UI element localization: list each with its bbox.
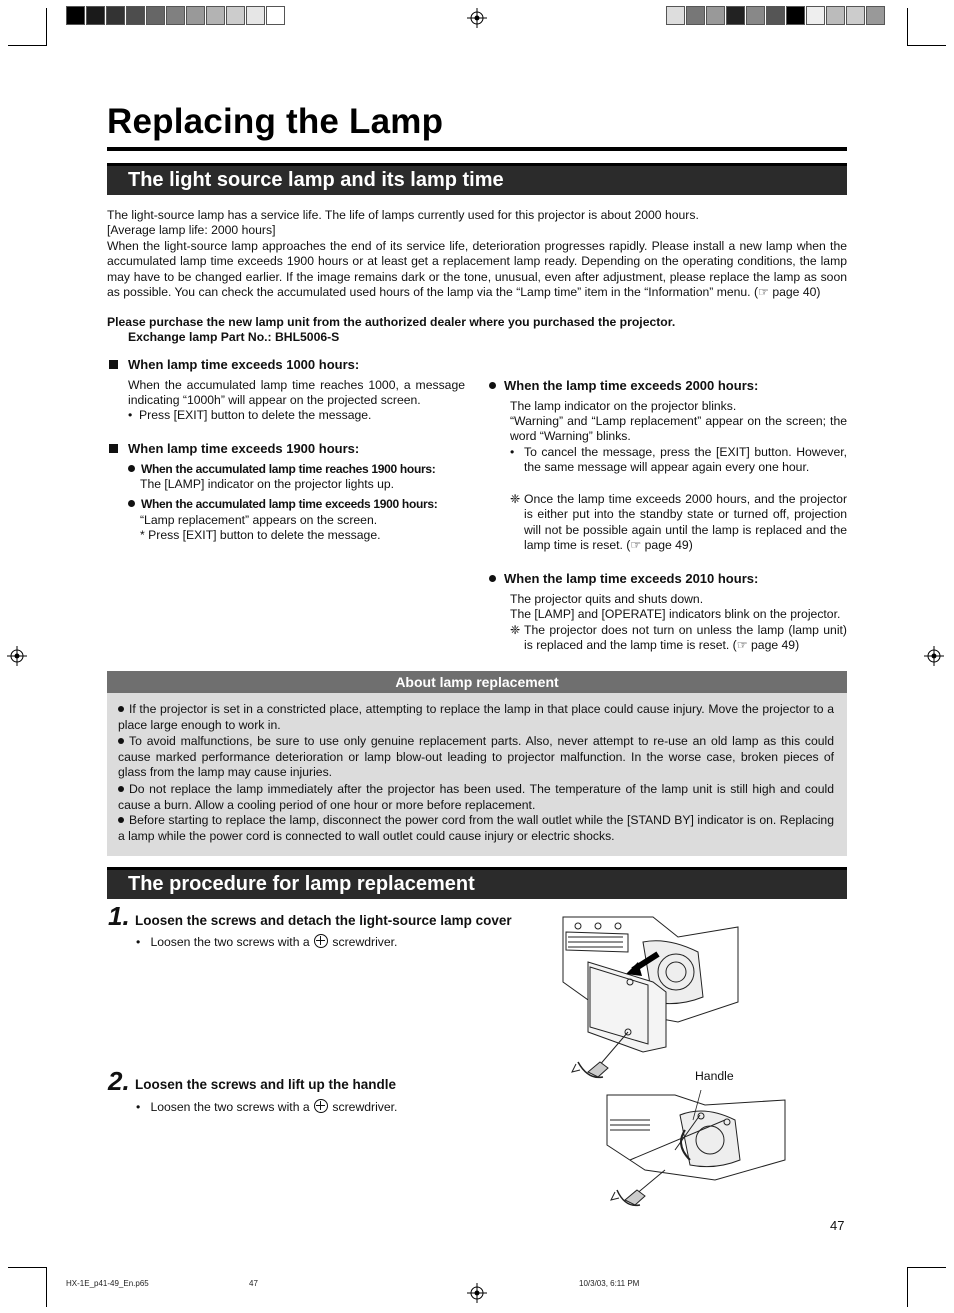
footer-date: 10/3/03, 6:11 PM — [579, 1279, 640, 1288]
part-number: Exchange lamp Part No.: BHL5006-S — [128, 330, 340, 344]
about-item: If the projector is set in a constricted place, attempting to replace the lamp in that place could cause injury. Move the projector to a place large enough to work in. — [118, 702, 834, 732]
registration-mark-icon — [467, 8, 487, 28]
about-item: To avoid malfunctions, be sure to use only genuine replacement parts. Also, never attempt to re-use an old lamp as this could cause marked performance deterioration or lamp blow-out leading to projector malfunction. In the worse case, broken pieces of glass from the lamp may cause injuries. — [118, 734, 834, 780]
step-1-heading: Loosen the screws and detach the light-source lamp cover — [135, 913, 512, 928]
note-2010-text: The projector does not turn on unless the lamp (lamp unit) is replaced and the lamp time is reset. (☞ page 49) — [524, 623, 847, 653]
about-item: Before starting to replace the lamp, disconnect the power cord from the wall outlet while the [STAND BY] indicator is on. Replacing a lamp while the power cord is connected to wall outlet could cause injury or electric shocks. — [118, 813, 834, 843]
crop-mark — [907, 8, 908, 46]
footer-filename: HX-1E_p41-49_En.p65 — [66, 1279, 149, 1288]
text-2010-line1: The projector quits and shuts down. — [510, 592, 704, 606]
phillips-screwdriver-icon — [314, 1099, 328, 1113]
reach-1900-heading: When the accumulated lamp time reaches 1900 hours: — [128, 462, 473, 477]
title-rule — [107, 147, 847, 151]
text-2000-line2: “Warning” and “Lamp replacement” appear on the screen; the word “Warning” blinks. — [510, 414, 847, 444]
lamp-handle-illustration — [605, 1090, 790, 1215]
crop-mark — [46, 1267, 47, 1307]
exceed-1900-note: * Press [EXIT] button to delete the message. — [140, 528, 381, 542]
bullet-dot-icon — [118, 817, 124, 823]
bullet-dot-icon — [128, 500, 135, 507]
exceed-1900-text: “Lamp replacement” appears on the screen. — [140, 513, 378, 527]
bullet-dot-icon — [118, 738, 124, 744]
bullet-dot-icon — [489, 575, 496, 582]
registration-mark-icon — [7, 646, 27, 666]
heading-2000-hours: When the lamp time exceeds 2000 hours: — [489, 378, 758, 393]
step-1-number: 1. — [108, 901, 130, 931]
crop-mark — [46, 8, 47, 46]
bullet-dot-icon — [118, 706, 124, 712]
step-2-number: 2. — [108, 1066, 130, 1096]
registration-mark-icon — [924, 646, 944, 666]
purchase-note: Please purchase the new lamp unit from the authorized dealer where you purchased the projector. — [107, 315, 676, 329]
intro-paragraph: When the light-source lamp approaches the end of its service life, deterioration progresses rapidly. Please install a new lamp when the accumulated lamp time exceeds 1900 hours or at least get a replacement lamp ready. Depending on the operating conditions, the lamp may have to be changed earlier. If the image remains dark or the tone, unusual, even after adjustment, please replace the lamp as soon as possible. You can check the accumulated used hours of the lamp via the “Lamp time” item in the “Information” menu. (☞ page 40) — [107, 239, 847, 299]
section-heading-lamp-time: The light source lamp and its lamp time — [107, 163, 847, 195]
step-2-heading: Loosen the screws and lift up the handle — [135, 1077, 397, 1092]
color-bar-right — [666, 6, 886, 25]
exceed-1900-heading: When the accumulated lamp time exceeds 1900 hours: — [128, 497, 473, 512]
note-2000-text: Once the lamp time exceeds 2000 hours, and the projector is either put into the standby state or turned off, projection will not be possible again until the lamp is replaced and the lamp time is reset. (☞ page 49) — [524, 492, 847, 552]
crop-mark — [8, 45, 46, 46]
bullet-2000-text: To cancel the message, press the [EXIT] button. However, the same message will appear again every one hour. — [524, 445, 847, 475]
square-bullet-icon — [109, 360, 118, 369]
about-item: Do not replace the lamp immediately after the projector has been used. The temperature of the lamp unit is still high and could cause a burn. Allow a cooling period of one hour or more before replacement. — [118, 782, 834, 812]
note-icon: ❈ — [510, 492, 521, 506]
lamp-cover-illustration — [558, 912, 743, 1092]
step-1-instruction: • Loosen the two screws with a screwdriver. — [136, 935, 398, 949]
bullet-1000-hours: • Press [EXIT] button to delete the message. — [128, 408, 372, 422]
phillips-screwdriver-icon — [314, 934, 328, 948]
crop-mark — [908, 1267, 946, 1268]
bullet-2000: • — [510, 445, 515, 459]
footer-page: 47 — [249, 1279, 258, 1288]
heading-2010-hours: When the lamp time exceeds 2010 hours: — [489, 571, 758, 586]
color-bar-left — [66, 6, 286, 25]
section-heading-procedure: The procedure for lamp replacement — [107, 867, 847, 899]
figure-label-handle: Handle — [695, 1069, 734, 1083]
registration-mark-icon — [467, 1283, 487, 1303]
crop-mark — [908, 45, 946, 46]
text-2010-line2: The [LAMP] and [OPERATE] indicators blink on the projector. — [510, 607, 841, 621]
page-number: 47 — [830, 1218, 845, 1233]
bullet-dot-icon — [118, 786, 124, 792]
intro-line: [Average lamp life: 2000 hours] — [107, 223, 276, 237]
intro-line: The light-source lamp has a service life. The life of lamps currently used for this projector is about 2000 hours. — [107, 208, 699, 222]
text-2000-line1: The lamp indicator on the projector blinks. — [510, 399, 737, 413]
crop-mark — [8, 1267, 46, 1268]
about-lamp-replacement-heading: About lamp replacement — [107, 671, 847, 693]
heading-1000-hours: When lamp time exceeds 1000 hours: — [109, 357, 359, 372]
bullet-dot-icon — [489, 382, 496, 389]
square-bullet-icon — [109, 444, 118, 453]
heading-1900-hours: When lamp time exceeds 1900 hours: — [109, 441, 359, 456]
page-title: Replacing the Lamp — [107, 102, 444, 141]
bullet-dot-icon — [128, 465, 135, 472]
note-icon: ❈ — [510, 623, 521, 637]
text-1000-hours: When the accumulated lamp time reaches 1000, a message indicating “1000h” will appear on the projected screen. — [128, 378, 465, 408]
crop-mark — [907, 1267, 908, 1307]
reach-1900-text: The [LAMP] indicator on the projector lights up. — [140, 477, 395, 491]
step-2-instruction: • Loosen the two screws with a screwdriver. — [136, 1100, 398, 1114]
